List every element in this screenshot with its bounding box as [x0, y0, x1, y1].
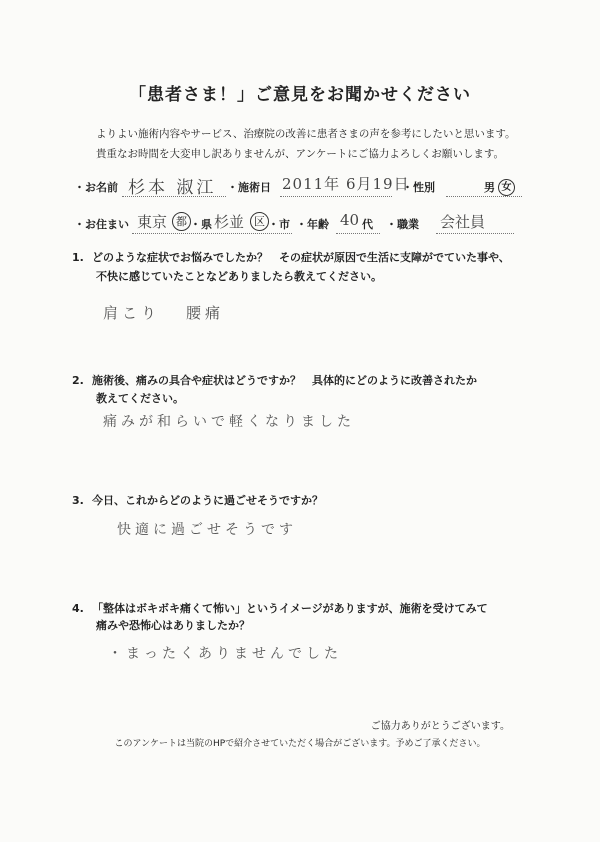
question-text: 今日、これからどのように過ごせそうですか？	[92, 494, 323, 507]
pref-ken: ・県	[190, 218, 212, 231]
pref-to-circled	[172, 212, 191, 231]
answer-4: ・まったくありませんでした	[108, 646, 342, 662]
pref-to: 都	[172, 212, 191, 231]
name-value: 杉本 淑江	[128, 178, 217, 198]
address-underline	[132, 233, 292, 234]
date-label: ・ 施術日	[227, 179, 271, 195]
question-number: 4.	[72, 602, 84, 615]
job-underline	[436, 233, 514, 234]
question-number: 1.	[72, 251, 84, 264]
pref-value: 東京	[137, 213, 168, 231]
gender-underline	[446, 196, 522, 197]
intro-line-2: 貴重なお時間を大変申し訳ありませんが、アンケートにご協力よろしくお願いします。	[96, 148, 505, 160]
age-underline	[336, 233, 380, 234]
gender-female-circled	[498, 175, 515, 196]
question-number: 3.	[72, 494, 84, 507]
question-3	[72, 492, 323, 508]
question-text: どのような症状でお悩みでしたか？ その症状が原因で生活に支障がでていた事や、	[92, 251, 510, 264]
question-4	[72, 600, 488, 616]
footer-thanks: ご協力ありがとうございます。	[370, 721, 510, 732]
gender-label: ・ 性別	[402, 179, 435, 195]
question-number: 2.	[72, 374, 84, 387]
name-underline	[122, 196, 226, 197]
gender-female: 女	[498, 179, 515, 196]
age-label: ・ 年齢	[296, 216, 329, 232]
intro-line-1: よりよい施術内容やサービス、治療院の改善に患者さまの声を参考にしたいと思います。	[96, 128, 516, 140]
question-2	[72, 372, 477, 388]
age-value: 40	[340, 211, 360, 229]
question-1	[72, 249, 510, 265]
age-suffix: 代	[362, 218, 373, 231]
job-label: ・ 職業	[386, 216, 419, 232]
page-title: 「患者さま！」ご意見をお聞かせください	[129, 85, 471, 105]
answer-1-part-1: 肩こり	[103, 304, 161, 322]
city-value: 杉並	[214, 213, 245, 231]
gender-male: 男	[484, 181, 495, 194]
question-text: 施術後、痛みの具合や症状はどうですか？ 具体的にどのように改善されたか	[92, 374, 477, 387]
city-shi: ・市	[268, 218, 290, 231]
question-4-line-2: 痛みや恐怖心はありましたか？	[96, 619, 250, 632]
date-underline	[280, 196, 392, 197]
footer-note: このアンケートは当院のHPで紹介させていただく場合がございます。予めご了承ください。	[114, 739, 486, 749]
answer-2: 痛みが和らいで軽くなりました	[103, 414, 355, 430]
address-label: ・ お住まい	[74, 216, 129, 232]
answer-3: 快適に過ごせそうです	[117, 522, 297, 538]
city-ku: 区	[250, 212, 269, 231]
name-label: ・ お名前	[74, 179, 118, 195]
question-2-line-2: 教えてください。	[96, 392, 184, 405]
job-value: 会社員	[440, 213, 486, 231]
question-1-line-2: 不快に感じていたことなどありましたら教えてください。	[96, 270, 382, 283]
question-text: 「整体はボキボキ痛くて怖い」というイメージがありますが、施術を受けてみて	[92, 602, 488, 615]
answer-1-part-2: 腰痛	[186, 304, 225, 322]
city-ku-circled	[250, 212, 269, 231]
date-value: 2011年 6月19日	[282, 175, 410, 193]
